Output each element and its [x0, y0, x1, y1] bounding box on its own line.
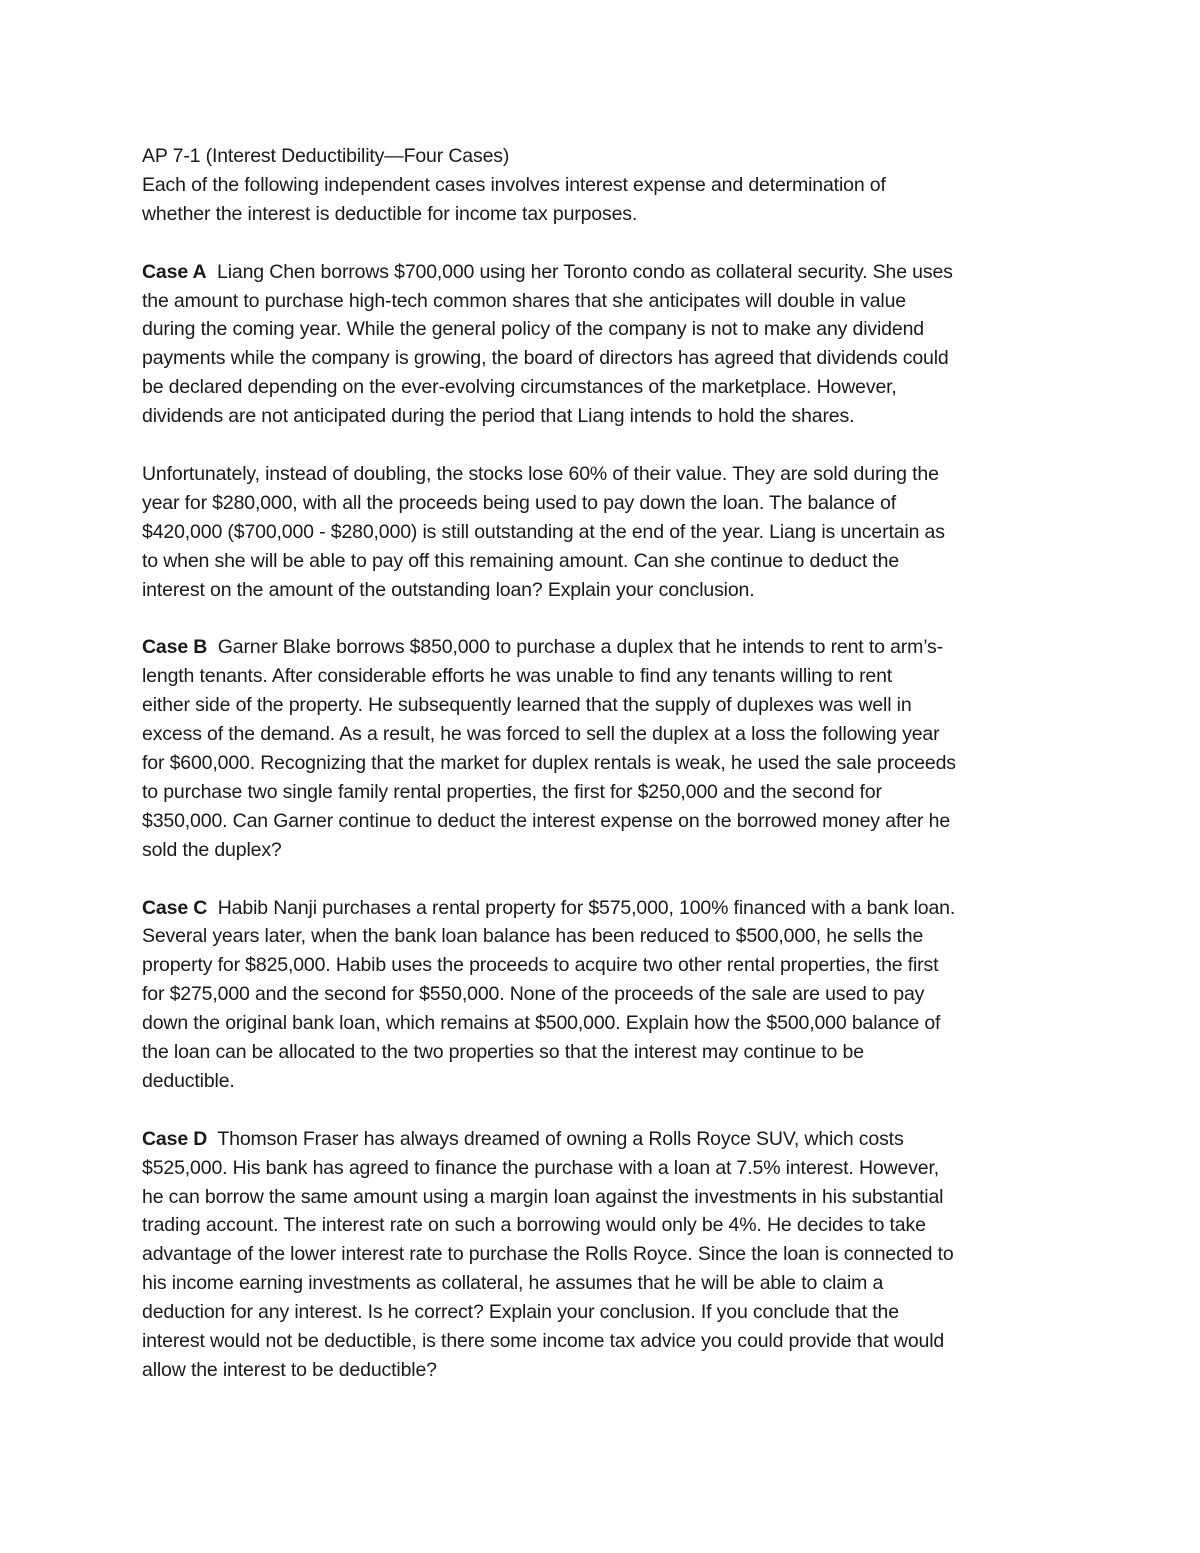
intro-line: Each of the following independent cases involves interest expense and determination of: [142, 173, 886, 196]
case-a-continued-line: to when she will be able to pay off this remaining amount. Can she continue to deduct the: [142, 549, 900, 572]
case-b-line: sold the duplex?: [142, 838, 282, 861]
case-c-line: Several years later, when the bank loan balance has been reduced to $500,000, he sells the: [142, 925, 924, 948]
case-a-paragraph: [142, 258, 1072, 431]
case-a-line: the amount to purchase high-tech common shares that she anticipates will double in value: [142, 289, 907, 312]
case-d-line: he can borrow the same amount using a margin loan against the investments in his substantial: [142, 1185, 944, 1208]
case-a-line: be declared depending on the ever-evolving circumstances of the marketplace. However,: [142, 376, 897, 399]
case-a-continued-line: interest on the amount of the outstanding loan? Explain your conclusion.: [142, 578, 755, 601]
case-c-line: property for $825,000. Habib uses the proceeds to acquire two other rental properties, the first: [142, 954, 939, 977]
case-c-line: for $275,000 and the second for $550,000. None of the proceeds of the sale are used to pay: [142, 983, 925, 1006]
case-b-label: Case B: [142, 636, 208, 659]
case-b-line: for $600,000. Recognizing that the market for duplex rentals is weak, he used the sale proceeds: [142, 751, 956, 774]
case-d-line: trading account. The interest rate on such a borrowing would only be 4%. He decides to take: [142, 1214, 926, 1237]
case-b-line: $350,000. Can Garner continue to deduct the interest expense on the borrowed money after he: [142, 809, 951, 832]
case-c-line: the loan can be allocated to the two properties so that the interest may continue to be: [142, 1041, 864, 1064]
case-b-line: excess of the demand. As a result, he was forced to sell the duplex at a loss the following year: [142, 723, 940, 746]
case-c-text: Habib Nanji purchases a rental property for $575,000, 100% financed with a bank loan.: [207, 896, 956, 919]
case-d-label: Case D: [142, 1127, 208, 1150]
case-d-line: allow the interest to be deductible?: [142, 1358, 437, 1381]
case-c-first-line: [142, 894, 1072, 923]
case-d-text: Thomson Fraser has always dreamed of owning a Rolls Royce SUV, which costs: [207, 1127, 904, 1150]
case-b-first-line: [142, 633, 1072, 662]
case-c-label: Case C: [142, 896, 208, 919]
case-a-text: Liang Chen borrows $700,000 using her Toronto condo as collateral security. She uses: [206, 260, 953, 283]
case-a-continued-paragraph: [142, 460, 1072, 605]
case-a-first-line: [142, 258, 1072, 287]
case-a-line: during the coming year. While the general policy of the company is not to make any dividend: [142, 318, 924, 341]
intro-line: whether the interest is deductible for income tax purposes.: [142, 202, 638, 225]
case-a-label: Case A: [142, 260, 207, 283]
case-d-line: advantage of the lower interest rate to purchase the Rolls Royce. Since the loan is connected to: [142, 1243, 954, 1266]
case-b-line: either side of the property. He subsequently learned that the supply of duplexes was well in: [142, 694, 912, 717]
case-a-continued-line: $420,000 ($700,000 - $280,000) is still outstanding at the end of the year. Liang is uncertain as: [142, 520, 945, 543]
case-d-line: $525,000. His bank has agreed to finance the purchase with a loan at 7.5% interest. However,: [142, 1156, 940, 1179]
case-d-line: interest would not be deductible, is there some income tax advice you could provide that would: [142, 1330, 945, 1353]
case-b-line: to purchase two single family rental properties, the first for $250,000 and the second for: [142, 780, 882, 803]
case-d-line: deduction for any interest. Is he correct? Explain your conclusion. If you conclude that the: [142, 1301, 899, 1324]
case-c-line: down the original bank loan, which remains at $500,000. Explain how the $500,000 balance of: [142, 1012, 941, 1035]
case-c-paragraph: [142, 894, 1072, 1096]
case-b-paragraph: [142, 633, 1072, 864]
case-b-line: length tenants. After considerable efforts he was unable to find any tenants willing to rent: [142, 665, 893, 688]
case-a-continued-line: Unfortunately, instead of doubling, the stocks lose 60% of their value. They are sold during the: [142, 462, 939, 485]
case-a-line: payments while the company is growing, the board of directors has agreed that dividends could: [142, 347, 949, 370]
case-d-line: his income earning investments as collateral, he assumes that he will be able to claim a: [142, 1272, 884, 1295]
intro-paragraph: [142, 142, 1072, 229]
case-d-paragraph: [142, 1125, 1072, 1385]
case-c-line: deductible.: [142, 1069, 235, 1092]
case-d-first-line: [142, 1125, 1072, 1154]
document-page: [142, 142, 1072, 1414]
case-b-text: Garner Blake borrows $850,000 to purchase a duplex that he intends to rent to arm’s-: [207, 636, 943, 659]
document-heading: AP 7-1 (Interest Deductibility—Four Cases): [142, 145, 510, 167]
case-a-line: dividends are not anticipated during the period that Liang intends to hold the shares.: [142, 405, 855, 428]
case-a-continued-line: year for $280,000, with all the proceeds being used to pay down the loan. The balance of: [142, 491, 896, 514]
